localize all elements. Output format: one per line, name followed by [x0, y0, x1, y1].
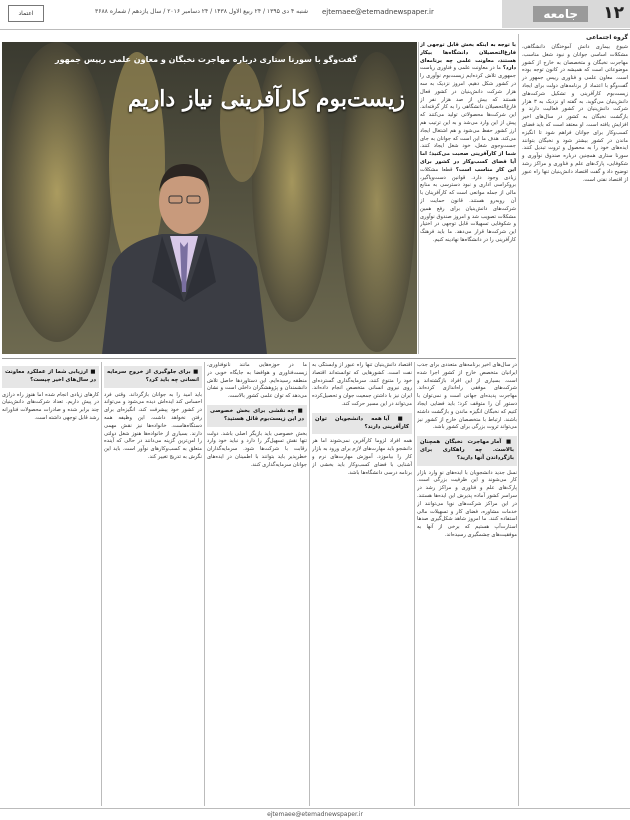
interview-question: شما از کارآفرینی صحبت می‌کنید؛ اما آیا فضای کسب‌وکار در کشور برای این کار مناسب است؟ [420, 151, 516, 173]
bullet-icon: ■ [190, 369, 199, 375]
intro-column [522, 34, 628, 814]
page-number: ۱۲ [603, 3, 624, 23]
column-divider [518, 34, 519, 806]
column-divider [101, 362, 102, 806]
headline: زیست‌بوم کارآفرینی نیاز داریم [127, 86, 405, 112]
column-divider [309, 362, 310, 806]
bullet-icon: ■ [389, 415, 409, 422]
page-header [0, 0, 630, 30]
column-divider [204, 362, 205, 806]
question-highlight [2, 366, 99, 388]
interview-answer: کارهای زیادی انجام شده اما هنوز راه درازی در پیش داریم. تعداد شرکت‌های دانش‌بنیان چند برابر شده و صادرات محصولات فناورانه رشد قابل توجهی داشته است. [2, 391, 99, 421]
issue-date: شنبه ۴ دی ۱۳۹۵ / ۲۴ ربیع الاول ۱۴۳۸ / ۲۴ دسامبر ۲۰۱۶ / سال یازدهم / شماره ۳۶۸۸ [95, 8, 308, 15]
interview-question: چه نقشی برای بخش خصوصی در این زیست‌بوم قائل هستید؟ [210, 407, 304, 422]
column-divider [414, 362, 415, 806]
section-email[interactable]: ejtemaee@etemadnewspaper.ir [322, 8, 434, 16]
article-column-5 [2, 362, 99, 806]
section-rule [2, 358, 516, 359]
interview-answer: بخش خصوصی باید بازیگر اصلی باشد. دولت تنها نقش تسهیل‌گر را دارد و نباید خود وارد رقابت با شرکت‌ها شود. سرمایه‌گذاران خطرپذیر باید بتوانند با اطمینان در ایده‌های جوانان سرمایه‌گذاری کنند. [207, 430, 307, 468]
hero-photo [2, 42, 417, 354]
footer-email[interactable]: ejtemaee@etemadnewspaper.ir [267, 811, 363, 818]
interview-answer: قطعا مشکلات زیادی وجود دارد. قوانین دست‌وپاگیر، بروکراسی اداری و نبود دسترسی به منابع مالی از جمله موانعی است که کارآفرینان با آن روبه‌رو هستند. قانون حمایت از شرکت‌های دانش‌بنیان برای رفع همین مشکلات تصویب شد و امروز صندوق نوآوری و شکوفایی تسهیلات قابل توجهی در اختیار این شرکت‌ها قرار می‌دهد. ما باید فرهنگ کارآفرینی را در دانشگاه‌ها نهادینه کنیم. [420, 166, 516, 243]
question-highlight [104, 366, 202, 388]
interview-answer: خانواده‌ها نیز نقش مهمی دارند. بسیاری از خانواده‌ها هنوز شغل دولتی را امن‌ترین گزینه می‌دانند در حالی که آینده متعلق به کسب‌وکارهای نوآور است. باید این نگرش به تدریج تغییر کند. [104, 422, 202, 460]
bullet-icon: ■ [501, 439, 514, 446]
question-highlight [207, 405, 307, 427]
byline: گروه اجتماعی [586, 34, 628, 41]
page-footer [0, 808, 630, 820]
intro-text: شیوع بیماری دانش آموختگان دانشگاهی، مشکلات اساسی جوانان و نبود شغل مناسب، مهاجرت نخبگان و متخصصان به خارج از کشور موضوعاتی است که همیشه در کانون توجه بوده است. معاون علمی و فناوری رییس جمهور در گفت‌وگو با اعتماد از برنامه‌های دولت برای ایجاد زیست‌بوم کارآفرینی و تشکیل شرکت‌های دانش‌بنیان می‌گوید. به گفته او نزدیک به ۳ هزار شرکت دانش‌بنیان در کشور فعالیت دارند و بازگشت نخبگان به کشور در سال‌های اخیر افزایش یافته است. او معتقد است که باید فضای کسب‌وکار برای جوانان فراهم شود تا انگیزه ماندن در کشور بیشتر شود و نخبگان بتوانند ایده‌های خود را به محصول و ثروت تبدیل کنند. سورنا ستاری همچنین درباره صندوق نوآوری و شکوفایی، پارک‌های علم و فناوری و مراکز رشد توضیح داد و گفت اقتصاد دانش‌بنیان تنها راه عبور از اقتصاد نفتی است. [522, 44, 628, 183]
article-column-4 [104, 362, 202, 806]
interview-question: آیا همه دانشجویان توان کارآفرینی دارند؟ [315, 415, 409, 430]
column-divider [418, 42, 419, 354]
interview-question: آمار مهاجرت نخبگان همچنان بالاست. چه راهکاری برای بازگرداندن آنها دارید؟ [420, 439, 514, 461]
question-highlight [417, 436, 517, 465]
article-column-2 [312, 362, 412, 806]
interview-answer: ما در معاونت علمی و فناوری ریاست جمهوری تلاش کرده‌ایم زیست‌بوم نوآوری را در کشور شکل دهیم. امروز نزدیک به سه هزار شرکت دانش‌بنیان در کشور فعال هستند که بیش از صد هزار نفر از فارغ‌التحصیلان دانشگاهی را به کار گرفته‌اند. این شرکت‌ها محصولاتی تولید می‌کنند که پیش از این وارد می‌شد و به این ترتیب هم ارز کشور حفظ می‌شود و هم اشتغال ایجاد می‌کند. هدف ما این است که جوانان به جای جست‌وجوی شغل، خود شغل ایجاد کنند. [420, 65, 516, 150]
section-banner [502, 0, 630, 28]
interview-answer: اقتصاد دانش‌بنیان تنها راه عبور از وابستگی به نفت است. کشورهایی که توانسته‌اند اقتصاد خود را متنوع کنند، سرمایه‌گذاری گسترده‌ای روی نیروی انسانی متخصص انجام داده‌اند. ایران نیز با داشتن جمعیت جوان و تحصیل‌کرده می‌تواند در این مسیر حرکت کند. [312, 362, 412, 407]
article-column-top-1 [420, 42, 516, 354]
article-column-1 [417, 362, 517, 806]
interview-question: با توجه به اینکه بخش قابل توجهی از فارغ‌التحصیلان دانشگاه‌ها بیکار هستند، معاونت علمی چه برنامه‌ای دارد؟ [420, 42, 516, 72]
article-column-3 [207, 362, 307, 806]
headline-kicker: گفت‌وگو با سورنا ستاری درباره مهاجرت نخبگان و معاون علمی رییس جمهور [55, 55, 357, 64]
interview-question: ارزیابی شما از عملکرد معاونت در سال‌های اخیر چیست؟ [5, 369, 96, 383]
interview-answer: ما در حوزه‌هایی مانند نانوفناوری، زیست‌فناوری و هوافضا به جایگاه خوبی در منطقه رسیده‌ایم. این دستاوردها حاصل تلاش دانشمندان و پژوهشگران داخلی است و نشان می‌دهد که توان علمی کشور بالاست. [207, 362, 307, 400]
bullet-icon: ■ [87, 369, 96, 375]
bullet-icon: ■ [294, 407, 304, 414]
interview-answer: همه افراد لزوما کارآفرین نمی‌شوند اما هر دانشجو باید مهارت‌های لازم برای ورود به بازار کار را بیاموزد. آموزش مهارت‌های نرم و آشنایی با فضای کسب‌وکار باید بخشی از برنامه درسی دانشگاه‌ها باشد. [312, 438, 412, 476]
section-name: جامعه [533, 6, 588, 22]
interview-question: برای جلوگیری از خروج سرمایه انسانی چه باید کرد؟ [107, 369, 199, 383]
newspaper-logo: اعتماد [8, 5, 44, 22]
interview-answer: در سال‌های اخیر برنامه‌های متعددی برای جذب ایرانیان متخصص خارج از کشور اجرا شده است. بسیاری از این افراد بازگشته‌اند و شرکت‌های موفقی راه‌اندازی کرده‌اند. مهاجرت پدیده‌ای جهانی است و نمی‌توان با دستور آن را متوقف کرد؛ باید فضایی ایجاد کنیم که نخبگان انگیزه ماندن و بازگشت داشته باشند. ارتباط با متخصصان خارج از کشور نیز می‌تواند ثروت بزرگی برای کشور باشد. [417, 362, 517, 431]
interview-answer: باید امید را به جوانان بازگرداند. وقتی فرد احساس کند ایده‌اش دیده می‌شود و می‌تواند در کشور خود پیشرفت کند، انگیزه‌ای برای رفتن نخواهد داشت. این وظیفه همه دستگاه‌هاست. [104, 391, 202, 429]
interview-answer: نسل جدید دانشجویان با ایده‌های نو وارد بازار کار می‌شوند و این ظرفیت بزرگی است. پارک‌های علم و فناوری و مراکز رشد در سراسر کشور آماده پذیرش این ایده‌ها هستند. در این مراکز شرکت‌های نوپا می‌توانند از خدمات مشاوره، فضای کار و تسهیلات مالی استفاده کنند. ما امروز شاهد شکل‌گیری صدها استارت‌آپ هستیم که برخی از آنها به موفقیت‌های چشمگیری رسیده‌اند. [417, 469, 517, 538]
question-highlight [312, 413, 412, 435]
